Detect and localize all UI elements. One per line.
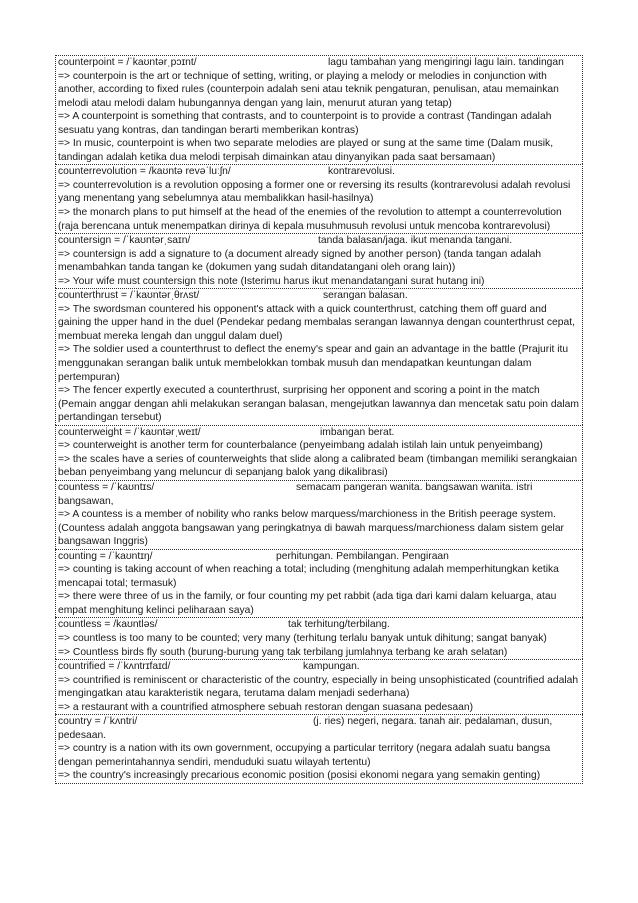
dictionary-entry — [55, 55, 583, 164]
entry-headword: countless = /kaʊntləs/ — [58, 619, 158, 631]
entry-meaning: imbangan berat. — [320, 426, 395, 438]
entry-example: => countrified is reminiscent or characteristic of the country, especially in being unsophisticated (countrified adalah mengingatkan atau karakteristik negara, terutama dalam menjadi sederhana) — [58, 674, 579, 700]
entry-headword: countersign = /ˈkaʊntərˌsaɪn/ — [58, 235, 191, 247]
entry-meaning: kontrarevolusi. — [328, 166, 395, 178]
entry-meaning: kampungan. — [303, 661, 360, 673]
dictionary-entry — [55, 549, 583, 618]
entry-headword-line — [58, 550, 580, 564]
entry-headword-line — [58, 426, 580, 440]
entry-meaning: semacam pangeran wanita. bangsawan wanita. istri bangsawan, — [58, 481, 533, 507]
entry-headword: counting = /ˈkaʊntɪŋ/ — [58, 550, 153, 562]
dictionary-entry — [55, 659, 583, 714]
entry-headword-line — [58, 289, 580, 303]
entry-headword-line — [58, 234, 580, 248]
dictionary-entry — [55, 425, 583, 480]
entry-example: => countless is too many to be counted; very many (terhitung terlalu banyak untuk dihitung; sangat banyak) — [58, 632, 547, 644]
entry-headword: countrified = /ˈkʌntrɪfaɪd/ — [58, 661, 171, 673]
dictionary-entry — [55, 164, 583, 233]
entry-meaning: perhitungan. Pembilangan. Pengiraan — [276, 550, 449, 562]
entry-example: => a restaurant with a countrified atmosphere sebuah restoran dengan suasana pedesaan) — [58, 701, 474, 713]
entry-example: => In music, counterpoint is when two separate melodies are played or sung at the same time (Dalam musik, tandingan adalah ketika dua melodi terpisah dimainkan atau dinyanyikan pada saat bersamaan) — [58, 138, 554, 163]
entry-example: => the country's increasingly precarious economic position (posisi ekonomi negara yang semakin genting) — [58, 770, 541, 782]
entry-example: => Countless birds fly south (burung-burung yang tak terbilang jumlahnya terbang ke arah selatan) — [58, 646, 508, 658]
entry-headword: counterweight = /ˈkaʊntərˌweɪt/ — [58, 426, 201, 438]
entry-example: => there were three of us in the family, or four counting my pet rabbit (ada tiga dari kami dalam keluarga, atau empat menghitung kelinci peliharaan saya) — [58, 591, 557, 616]
entry-example: => country is a nation with its own government, occupying a particular territory (negara adalah suatu bangsa dengan pemerintahannya sendiri, menduduki suatu wilayah tertentu) — [58, 743, 551, 768]
dictionary-entry — [55, 288, 583, 424]
entry-example: => counterweight is another term for counterbalance (penyeimbang adalah istilah lain untuk penyeimbang) — [58, 440, 543, 452]
entry-headword: country = /ˈkʌntri/ — [58, 716, 138, 728]
entry-example: => The fencer expertly executed a counterthrust, surprising her opponent and scoring a point in the match (Pemain anggar dengan ahli melakukan serangan balasan, mengejutkan lawannya dan mencetak satu poin dalam pertandingan tersebut) — [58, 385, 579, 424]
entry-headword-line — [58, 165, 580, 179]
entry-meaning: lagu tambahan yang mengiringi lagu lain. tandingan — [328, 57, 564, 68]
dictionary-entry — [55, 233, 583, 288]
dictionary-entry — [55, 617, 583, 659]
entry-example: => counting is taking account of when reaching a total; including (menghitung adalah memperhitungkan ketika mencapai total; termasuk) — [58, 564, 559, 589]
entry-meaning: serangan balasan. — [323, 290, 408, 302]
entry-headword: counterrevolution = /kaʊntə revəˈluːʃn/ — [58, 166, 231, 178]
entry-example: => Your wife must countersign this note (Isterimu harus ikut menandatangani surat hutang ini) — [58, 275, 485, 287]
entry-headword-line — [58, 56, 580, 70]
entry-meaning: tak terhitung/terbilang. — [288, 619, 390, 631]
dictionary-entry — [55, 714, 583, 784]
entry-meaning: (j. ries) negeri, negara. tanah air. pedalaman, dusun, pedesaan. — [58, 716, 553, 741]
entry-example: => The soldier used a counterthrust to deflect the enemy's spear and gain an advantage in the battle (Prajurit itu menggunakan serangan balik untuk membelokkan tombak musuh dan mendapatkan keuntungan dalam pertempuran) — [58, 344, 569, 383]
dictionary-page — [55, 55, 583, 784]
entry-example: => countersign is add a signature to (a document already signed by another person) (tanda tangan adalah menambahkan tanda tangan ke (dokumen yang sudah ditandatangani oleh orang lain)) — [58, 248, 542, 274]
entry-example: => counterpoin is the art or technique of setting, writing, or playing a melody or melodies in conjunction with another, according to fixed rules (counterpoin adalah seni atau teknik pengaturan, penulisan, atau memainkan melodi atau melodi dalam hubungannya dengan yang lain, menurut aturan yang tetap) — [58, 70, 559, 109]
entry-example: => The swordsman countered his opponent's attack with a quick counterthrust, catching them off guard and gaining the upper hand in the duel (Pendekar pedang membalas serangan lawannya dengan counterthrust cepat, membuat mereka lengah dan unggul dalam duel) — [58, 303, 575, 342]
entry-example: => counterrevolution is a revolution opposing a former one or reversing its results (kontrarevolusi adalah revolusi yang menentang yang sebelumnya atau membalikkan hasil-hasilnya) — [58, 179, 571, 205]
entry-headword: counterpoint = /ˈkaʊntərˌpɔɪnt/ — [58, 57, 197, 68]
entry-headword-line — [58, 660, 580, 674]
entry-meaning: tanda balasan/jaga. ikut menanda tangani. — [318, 235, 513, 247]
entry-headword-line — [58, 618, 580, 632]
entry-example: => the monarch plans to put himself at the head of the enemies of the revolution to attempt a counterrevolution (raja berencana untuk menempatkan dirinya di kepala musuhmusuh revolusi untuk mencoba kontrarevolusi) — [58, 207, 562, 232]
entry-headword-line — [58, 715, 580, 742]
entry-headword: countess = /ˈkaʊntɪs/ — [58, 481, 155, 493]
entry-headword: counterthrust = /ˈkaʊntərˌθrʌst/ — [58, 290, 200, 302]
entry-example: => A counterpoint is something that contrasts, and to counterpoint is to provide a contrast (Tandingan adalah sesuatu yang kontras, dan tandingan berarti memberikan kontras) — [58, 111, 552, 136]
dictionary-entry — [55, 480, 583, 549]
entry-example: => the scales have a series of counterweights that slide along a calibrated beam (timbangan memiliki serangkaian beban penyeimbang yang meluncur di sepanjang balok yang dikalibrasi) — [58, 453, 578, 479]
entry-example: => A countess is a member of nobility who ranks below marquess/marchioness in the British peerage system. (Countess adalah anggota bangsawan yang peringkatnya di bawah marquess/marchioness dalam sistem gelar bangsawan Inggris) — [58, 509, 564, 548]
entry-headword-line — [58, 481, 580, 508]
